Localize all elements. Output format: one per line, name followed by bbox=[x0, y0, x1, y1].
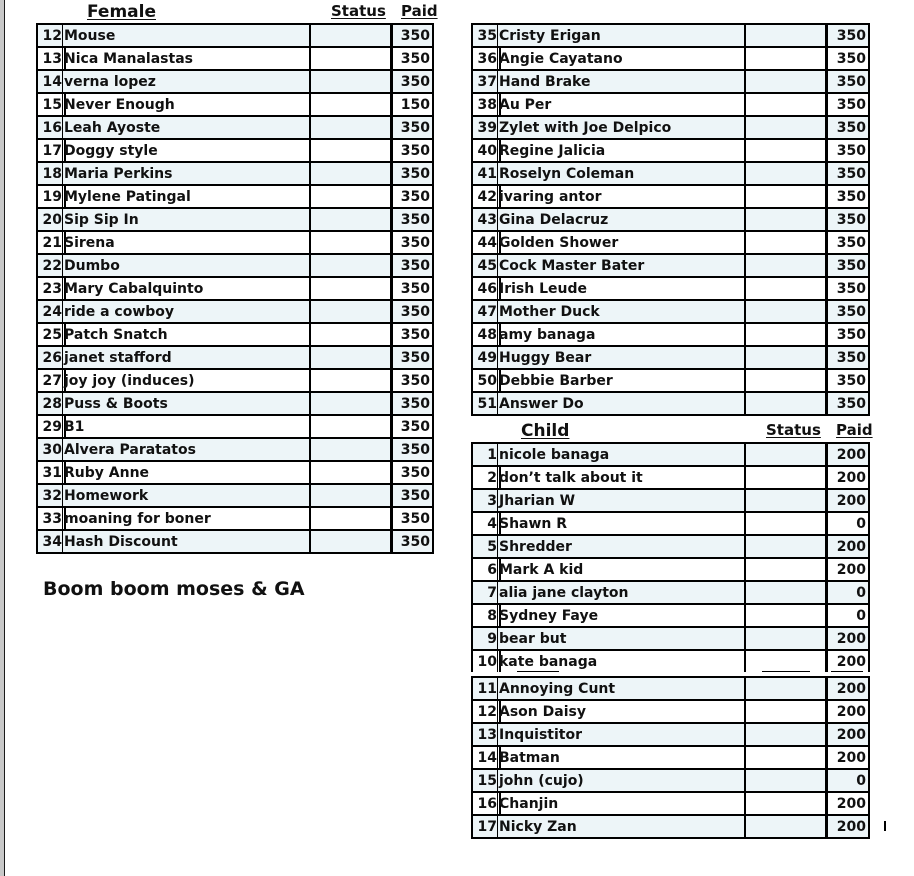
row-name: nicole banaga bbox=[497, 442, 746, 465]
row-number: 34 bbox=[36, 529, 66, 554]
row-number: 20 bbox=[36, 207, 66, 230]
row-number: 14 bbox=[471, 745, 501, 768]
row-status[interactable] bbox=[745, 92, 827, 115]
row-name: Mouse bbox=[62, 23, 311, 46]
row-number: 11 bbox=[471, 676, 501, 699]
row-paid: 350 bbox=[392, 322, 434, 345]
row-name: Nica Manalastas bbox=[62, 46, 311, 69]
row-status[interactable] bbox=[745, 299, 827, 322]
row-name: Answer Do bbox=[497, 391, 746, 416]
row-status[interactable] bbox=[745, 649, 827, 672]
row-number: 5 bbox=[471, 534, 501, 557]
row-paid: 350 bbox=[392, 345, 434, 368]
row-status[interactable] bbox=[745, 69, 827, 92]
row-number: 40 bbox=[471, 138, 501, 161]
row-number: 37 bbox=[471, 69, 501, 92]
row-paid: 350 bbox=[392, 230, 434, 253]
child-status-header: Status bbox=[766, 421, 821, 439]
row-number: 21 bbox=[36, 230, 66, 253]
row-paid: 350 bbox=[827, 69, 870, 92]
row-name: Patch Snatch bbox=[62, 322, 311, 345]
row-status[interactable] bbox=[745, 791, 827, 814]
row-paid: 350 bbox=[392, 483, 434, 506]
row-paid: 350 bbox=[827, 230, 870, 253]
row-name: Au Per bbox=[497, 92, 746, 115]
row-name: Shredder bbox=[497, 534, 746, 557]
row-paid: 350 bbox=[392, 414, 434, 437]
row-paid: 0 bbox=[827, 603, 870, 626]
row-status[interactable] bbox=[745, 465, 827, 488]
row-name: Homework bbox=[62, 483, 311, 506]
row-paid: 350 bbox=[827, 345, 870, 368]
row-status[interactable] bbox=[310, 529, 392, 554]
row-status[interactable] bbox=[310, 92, 392, 115]
row-name: Maria Perkins bbox=[62, 161, 311, 184]
row-paid: 200 bbox=[827, 814, 870, 839]
row-paid: 200 bbox=[827, 465, 870, 488]
row-paid: 350 bbox=[392, 299, 434, 322]
row-number: 31 bbox=[36, 460, 66, 483]
row-number: 48 bbox=[471, 322, 501, 345]
row-status[interactable] bbox=[310, 414, 392, 437]
row-name: Batman bbox=[497, 745, 746, 768]
underline-mark bbox=[762, 671, 810, 672]
row-paid: 350 bbox=[392, 207, 434, 230]
row-paid: 200 bbox=[827, 676, 870, 699]
row-status[interactable] bbox=[310, 46, 392, 69]
row-name: Annoying Cunt bbox=[497, 676, 746, 699]
row-name: Debbie Barber bbox=[497, 368, 746, 391]
row-name: don’t talk about it bbox=[497, 465, 746, 488]
row-name: ride a cowboy bbox=[62, 299, 311, 322]
row-paid: 350 bbox=[392, 253, 434, 276]
row-number: 22 bbox=[36, 253, 66, 276]
row-number: 27 bbox=[36, 368, 66, 391]
row-number: 15 bbox=[471, 768, 501, 791]
row-status[interactable] bbox=[745, 676, 827, 699]
row-number: 12 bbox=[36, 23, 66, 46]
row-status[interactable] bbox=[310, 184, 392, 207]
row-paid: 350 bbox=[392, 46, 434, 69]
row-name: Hand Brake bbox=[497, 69, 746, 92]
row-number: 39 bbox=[471, 115, 501, 138]
row-status[interactable] bbox=[745, 322, 827, 345]
row-name: Jharian W bbox=[497, 488, 746, 511]
row-paid: 200 bbox=[827, 488, 870, 511]
row-paid: 0 bbox=[827, 511, 870, 534]
row-status[interactable] bbox=[745, 184, 827, 207]
row-number: 47 bbox=[471, 299, 501, 322]
row-name: Never Enough bbox=[62, 92, 311, 115]
row-status[interactable] bbox=[745, 442, 827, 465]
row-status[interactable] bbox=[745, 276, 827, 299]
row-paid: 350 bbox=[827, 368, 870, 391]
note-text: Boom boom moses & GA bbox=[43, 578, 305, 600]
row-paid: 200 bbox=[827, 534, 870, 557]
row-paid: 350 bbox=[827, 299, 870, 322]
row-status[interactable] bbox=[310, 322, 392, 345]
row-status[interactable] bbox=[745, 814, 827, 839]
row-name: Alvera Paratatos bbox=[62, 437, 311, 460]
row-number: 15 bbox=[36, 92, 66, 115]
row-number: 41 bbox=[471, 161, 501, 184]
row-name: Ason Daisy bbox=[497, 699, 746, 722]
row-status[interactable] bbox=[745, 46, 827, 69]
row-name: Sirena bbox=[62, 230, 311, 253]
row-name: Ruby Anne bbox=[62, 460, 311, 483]
row-number: 16 bbox=[36, 115, 66, 138]
row-name: joy joy (induces) bbox=[62, 368, 311, 391]
row-name: ivaring antor bbox=[497, 184, 746, 207]
row-status[interactable] bbox=[745, 603, 827, 626]
row-status[interactable] bbox=[310, 23, 392, 46]
row-paid: 350 bbox=[392, 506, 434, 529]
row-number: 17 bbox=[36, 138, 66, 161]
row-name: kate banaga bbox=[497, 649, 746, 672]
row-number: 49 bbox=[471, 345, 501, 368]
underline-mark bbox=[517, 671, 559, 672]
row-name: Irish Leude bbox=[497, 276, 746, 299]
row-status[interactable] bbox=[745, 230, 827, 253]
row-status[interactable] bbox=[745, 161, 827, 184]
row-number: 38 bbox=[471, 92, 501, 115]
row-name: moaning for boner bbox=[62, 506, 311, 529]
row-status[interactable] bbox=[745, 626, 827, 649]
row-name: Mylene Patingal bbox=[62, 184, 311, 207]
row-status[interactable] bbox=[310, 253, 392, 276]
row-name: Shawn R bbox=[497, 511, 746, 534]
row-name: Nicky Zan bbox=[497, 814, 746, 839]
row-paid: 350 bbox=[827, 161, 870, 184]
row-paid: 350 bbox=[392, 161, 434, 184]
row-status[interactable] bbox=[745, 580, 827, 603]
row-number: 6 bbox=[471, 557, 501, 580]
row-number: 25 bbox=[36, 322, 66, 345]
row-name: john (cujo) bbox=[497, 768, 746, 791]
child-paid-header: Paid bbox=[836, 421, 873, 439]
row-number: 3 bbox=[471, 488, 501, 511]
row-number: 24 bbox=[36, 299, 66, 322]
row-status[interactable] bbox=[310, 207, 392, 230]
row-paid: 350 bbox=[392, 69, 434, 92]
row-number: 18 bbox=[36, 161, 66, 184]
row-status[interactable] bbox=[745, 253, 827, 276]
row-name: Zylet with Joe Delpico bbox=[497, 115, 746, 138]
row-number: 10 bbox=[471, 649, 501, 672]
row-status[interactable] bbox=[745, 207, 827, 230]
row-status[interactable] bbox=[745, 745, 827, 768]
row-paid: 350 bbox=[392, 391, 434, 414]
row-name: Doggy style bbox=[62, 138, 311, 161]
row-status[interactable] bbox=[745, 557, 827, 580]
row-number: 16 bbox=[471, 791, 501, 814]
row-paid: 350 bbox=[392, 437, 434, 460]
window-edge bbox=[0, 0, 5, 876]
row-number: 17 bbox=[471, 814, 501, 839]
row-paid: 200 bbox=[827, 699, 870, 722]
row-number: 14 bbox=[36, 69, 66, 92]
row-name: amy banaga bbox=[497, 322, 746, 345]
row-name: verna lopez bbox=[62, 69, 311, 92]
row-paid: 0 bbox=[827, 768, 870, 791]
stray-mark bbox=[884, 821, 886, 831]
row-paid: 350 bbox=[392, 115, 434, 138]
row-name: Sip Sip In bbox=[62, 207, 311, 230]
row-status[interactable] bbox=[745, 345, 827, 368]
row-number: 35 bbox=[471, 23, 501, 46]
row-paid: 350 bbox=[392, 184, 434, 207]
row-paid: 350 bbox=[827, 46, 870, 69]
row-paid: 350 bbox=[827, 115, 870, 138]
row-status[interactable] bbox=[745, 115, 827, 138]
row-paid: 200 bbox=[827, 722, 870, 745]
row-name: Chanjin bbox=[497, 791, 746, 814]
row-number: 28 bbox=[36, 391, 66, 414]
row-name: Cock Master Bater bbox=[497, 253, 746, 276]
row-number: 12 bbox=[471, 699, 501, 722]
row-number: 23 bbox=[36, 276, 66, 299]
row-paid: 350 bbox=[392, 23, 434, 46]
row-status[interactable] bbox=[745, 488, 827, 511]
row-number: 29 bbox=[36, 414, 66, 437]
row-number: 36 bbox=[471, 46, 501, 69]
row-name: B1 bbox=[62, 414, 311, 437]
row-paid: 350 bbox=[392, 138, 434, 161]
child-title: Child bbox=[521, 421, 570, 441]
row-status[interactable] bbox=[310, 345, 392, 368]
row-name: Sydney Faye bbox=[497, 603, 746, 626]
row-number: 46 bbox=[471, 276, 501, 299]
underline-mark bbox=[831, 671, 863, 672]
row-status[interactable] bbox=[310, 230, 392, 253]
row-number: 4 bbox=[471, 511, 501, 534]
row-paid: 350 bbox=[827, 276, 870, 299]
row-name: Regine Jalicia bbox=[497, 138, 746, 161]
row-name: Dumbo bbox=[62, 253, 311, 276]
row-name: Puss & Boots bbox=[62, 391, 311, 414]
row-number: 26 bbox=[36, 345, 66, 368]
row-name: Mother Duck bbox=[497, 299, 746, 322]
row-name: Cristy Erigan bbox=[497, 23, 746, 46]
row-status[interactable] bbox=[310, 368, 392, 391]
row-paid: 350 bbox=[827, 253, 870, 276]
row-paid: 200 bbox=[827, 557, 870, 580]
row-status[interactable] bbox=[745, 699, 827, 722]
row-number: 1 bbox=[471, 442, 501, 465]
row-number: 32 bbox=[36, 483, 66, 506]
row-paid: 350 bbox=[827, 92, 870, 115]
row-name: Golden Shower bbox=[497, 230, 746, 253]
row-paid: 350 bbox=[827, 138, 870, 161]
row-status[interactable] bbox=[310, 69, 392, 92]
female-paid-header: Paid bbox=[401, 2, 438, 20]
row-name: Roselyn Coleman bbox=[497, 161, 746, 184]
row-status[interactable] bbox=[745, 722, 827, 745]
row-status[interactable] bbox=[745, 23, 827, 46]
row-paid: 350 bbox=[827, 322, 870, 345]
row-number: 50 bbox=[471, 368, 501, 391]
row-name: alia jane clayton bbox=[497, 580, 746, 603]
row-number: 33 bbox=[36, 506, 66, 529]
row-number: 13 bbox=[471, 722, 501, 745]
row-name: Huggy Bear bbox=[497, 345, 746, 368]
row-name: Mark A kid bbox=[497, 557, 746, 580]
row-paid: 350 bbox=[392, 460, 434, 483]
female-status-header: Status bbox=[331, 2, 386, 20]
row-status[interactable] bbox=[745, 768, 827, 791]
row-status[interactable] bbox=[310, 299, 392, 322]
row-name: Gina Delacruz bbox=[497, 207, 746, 230]
row-status[interactable] bbox=[310, 138, 392, 161]
row-number: 43 bbox=[471, 207, 501, 230]
row-status[interactable] bbox=[310, 483, 392, 506]
row-number: 44 bbox=[471, 230, 501, 253]
row-status[interactable] bbox=[310, 506, 392, 529]
row-number: 9 bbox=[471, 626, 501, 649]
row-paid: 350 bbox=[392, 276, 434, 299]
row-paid: 350 bbox=[392, 368, 434, 391]
row-paid: 350 bbox=[827, 391, 870, 416]
row-name: Hash Discount bbox=[62, 529, 311, 554]
row-status[interactable] bbox=[745, 368, 827, 391]
row-status[interactable] bbox=[310, 437, 392, 460]
row-number: 30 bbox=[36, 437, 66, 460]
row-number: 7 bbox=[471, 580, 501, 603]
row-status[interactable] bbox=[745, 138, 827, 161]
row-paid: 200 bbox=[827, 442, 870, 465]
row-paid: 200 bbox=[827, 649, 870, 672]
row-paid: 200 bbox=[827, 745, 870, 768]
row-status[interactable] bbox=[310, 161, 392, 184]
row-paid: 0 bbox=[827, 580, 870, 603]
row-paid: 350 bbox=[827, 207, 870, 230]
row-status[interactable] bbox=[310, 276, 392, 299]
row-number: 13 bbox=[36, 46, 66, 69]
row-paid: 200 bbox=[827, 626, 870, 649]
row-number: 42 bbox=[471, 184, 501, 207]
female-title: Female bbox=[87, 2, 156, 22]
row-number: 45 bbox=[471, 253, 501, 276]
row-number: 19 bbox=[36, 184, 66, 207]
row-number: 51 bbox=[471, 391, 501, 416]
row-number: 8 bbox=[471, 603, 501, 626]
row-paid: 200 bbox=[827, 791, 870, 814]
row-name: bear but bbox=[497, 626, 746, 649]
row-status[interactable] bbox=[310, 391, 392, 414]
row-paid: 150 bbox=[392, 92, 434, 115]
row-paid: 350 bbox=[827, 23, 870, 46]
row-paid: 350 bbox=[827, 184, 870, 207]
row-name: Leah Ayoste bbox=[62, 115, 311, 138]
row-status[interactable] bbox=[745, 511, 827, 534]
row-paid: 350 bbox=[392, 529, 434, 554]
row-name: Inquistitor bbox=[497, 722, 746, 745]
row-name: janet stafford bbox=[62, 345, 311, 368]
row-name: Mary Cabalquinto bbox=[62, 276, 311, 299]
row-status[interactable] bbox=[310, 115, 392, 138]
row-status[interactable] bbox=[745, 391, 827, 416]
row-status[interactable] bbox=[310, 460, 392, 483]
row-name: Angie Cayatano bbox=[497, 46, 746, 69]
row-status[interactable] bbox=[745, 534, 827, 557]
row-number: 2 bbox=[471, 465, 501, 488]
